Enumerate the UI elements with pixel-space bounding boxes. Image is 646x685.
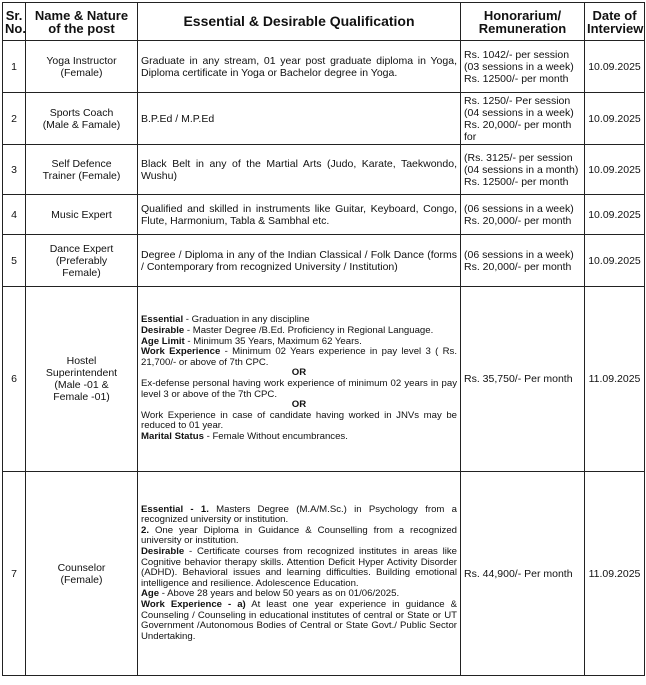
cell-sr: 4 bbox=[3, 195, 26, 235]
qual-desirable: Desirable - Certificate courses from recognized institutes in areas like Cognitive behavior therapy skills. Attention Deficit Hyper Activity Disorder (ADHD). Behavioral issues and learning difficulties. Building emotional intelligence and resilience. Adolescence Education. bbox=[141, 546, 457, 589]
cell-post-name: Dance Expert (Preferably Female) bbox=[26, 235, 138, 287]
qual-essential: Essential - Graduation in any discipline bbox=[141, 314, 310, 326]
table-row bbox=[3, 287, 645, 472]
qual-age: Age - Above 28 years and below 50 years as on 01/06/2025. bbox=[141, 588, 400, 600]
cell-qualification: Graduate in any stream, 01 year post graduate diploma in Yoga, Diploma certificate in Yoga or Bachelor degree in Yoga. bbox=[138, 41, 461, 93]
cell-sr: 6 bbox=[3, 287, 26, 472]
qual-essential: Essential - 1. Masters Degree (M.A/M.Sc.) in Psychology from a recognized university or institution. bbox=[141, 503, 457, 526]
header-row bbox=[3, 3, 645, 41]
qual-marital-status: Marital Status - Female Without encumbrances. bbox=[141, 430, 348, 442]
qual-alternative-2: Work Experience in case of candidate having worked in JNVs may be reduced to 01 year. bbox=[141, 409, 457, 432]
cell-qualification bbox=[138, 472, 461, 676]
header-qualification: Essential & Desirable Qualification bbox=[138, 3, 461, 41]
or-separator: OR bbox=[291, 367, 307, 379]
or-separator: OR bbox=[291, 399, 307, 411]
qual-work-experience: Work Experience - Minimum 02 Years experience in pay level 3 ( Rs. 21,700/- or above of 7th CPC. bbox=[141, 346, 457, 368]
cell-qualification bbox=[138, 287, 461, 472]
cell-qualification: Qualified and skilled in instruments like Guitar, Keyboard, Congo, Flute, Harmonium, Tabla & Sambhal etc. bbox=[138, 195, 461, 235]
table-row bbox=[3, 235, 645, 287]
cell-interview-date: 10.09.2025 bbox=[585, 41, 645, 93]
cell-sr: 2 bbox=[3, 93, 26, 145]
cell-post-name: Self Defence Trainer (Female) bbox=[26, 145, 138, 195]
table-row bbox=[3, 93, 645, 145]
table-row bbox=[3, 145, 645, 195]
cell-qualification: Degree / Diploma in any of the Indian Classical / Folk Dance (forms / Contemporary from recognized University / Institution) bbox=[138, 235, 461, 287]
cell-honorarium: (Rs. 3125/- per session (04 sessions in a month) Rs. 12500/- per month bbox=[461, 145, 585, 195]
table-row bbox=[3, 41, 645, 93]
cell-honorarium: (06 sessions in a week) Rs. 20,000/- per month bbox=[461, 235, 585, 287]
cell-interview-date: 11.09.2025 bbox=[585, 287, 645, 472]
qual-desirable: Desirable - Master Degree /B.Ed. Proficiency in Regional Language. bbox=[141, 325, 434, 337]
cell-sr: 7 bbox=[3, 472, 26, 676]
recruitment-table bbox=[2, 2, 645, 676]
qual-essential-2: 2. One year Diploma in Guidance & Counselling from a recognized university or institution. bbox=[141, 524, 457, 547]
qual-work-experience: Work Experience - a) At least one year experience in guidance & Counseling / Counseling in educational institutes of central or State or UT Government /Autonomous Bodies of Central or State Govt./ Public Sector Undertaking. bbox=[141, 598, 457, 642]
cell-honorarium: Rs. 35,750/- Per month bbox=[461, 287, 585, 472]
cell-honorarium: (06 sessions in a week) Rs. 20,000/- per month bbox=[461, 195, 585, 235]
cell-interview-date: 10.09.2025 bbox=[585, 93, 645, 145]
cell-honorarium: Rs. 1250/- Per session (04 sessions in a week) Rs. 20,000/- per month for bbox=[461, 93, 585, 145]
cell-interview-date: 10.09.2025 bbox=[585, 235, 645, 287]
cell-qualification: B.P.Ed / M.P.Ed bbox=[138, 93, 461, 145]
cell-honorarium: Rs. 1042/- per session (03 sessions in a week) Rs. 12500/- per month bbox=[461, 41, 585, 93]
cell-interview-date: 10.09.2025 bbox=[585, 195, 645, 235]
table-row bbox=[3, 195, 645, 235]
cell-post-name: Music Expert bbox=[26, 195, 138, 235]
qual-age-limit: Age Limit - Minimum 35 Years, Maximum 62 Years. bbox=[141, 335, 362, 347]
header-interview-date: Date of Interview bbox=[585, 3, 645, 41]
qual-alternative-1: Ex-defense personal having work experience of minimum 02 years in pay level 3 or above of the 7th CPC. bbox=[141, 378, 457, 400]
header-post-name: Name & Nature of the post bbox=[26, 3, 138, 41]
cell-post-name: Sports Coach (Male & Famale) bbox=[26, 93, 138, 145]
cell-post-name: Yoga Instructor (Female) bbox=[26, 41, 138, 93]
header-honorarium: Honorarium/ Remuneration bbox=[461, 3, 585, 41]
cell-interview-date: 10.09.2025 bbox=[585, 145, 645, 195]
cell-sr: 1 bbox=[3, 41, 26, 93]
header-sr-no: Sr. No. bbox=[3, 3, 26, 41]
cell-interview-date: 11.09.2025 bbox=[585, 472, 645, 676]
cell-sr: 3 bbox=[3, 145, 26, 195]
cell-honorarium: Rs. 44,900/- Per month bbox=[461, 472, 585, 676]
cell-sr: 5 bbox=[3, 235, 26, 287]
cell-post-name: Hostel Superintendent (Male -01 & Female -01) bbox=[26, 287, 138, 472]
cell-qualification: Black Belt in any of the Martial Arts (Judo, Karate, Taekwondo, Wushu) bbox=[138, 145, 461, 195]
cell-post-name: Counselor (Female) bbox=[26, 472, 138, 676]
table-row bbox=[3, 472, 645, 676]
